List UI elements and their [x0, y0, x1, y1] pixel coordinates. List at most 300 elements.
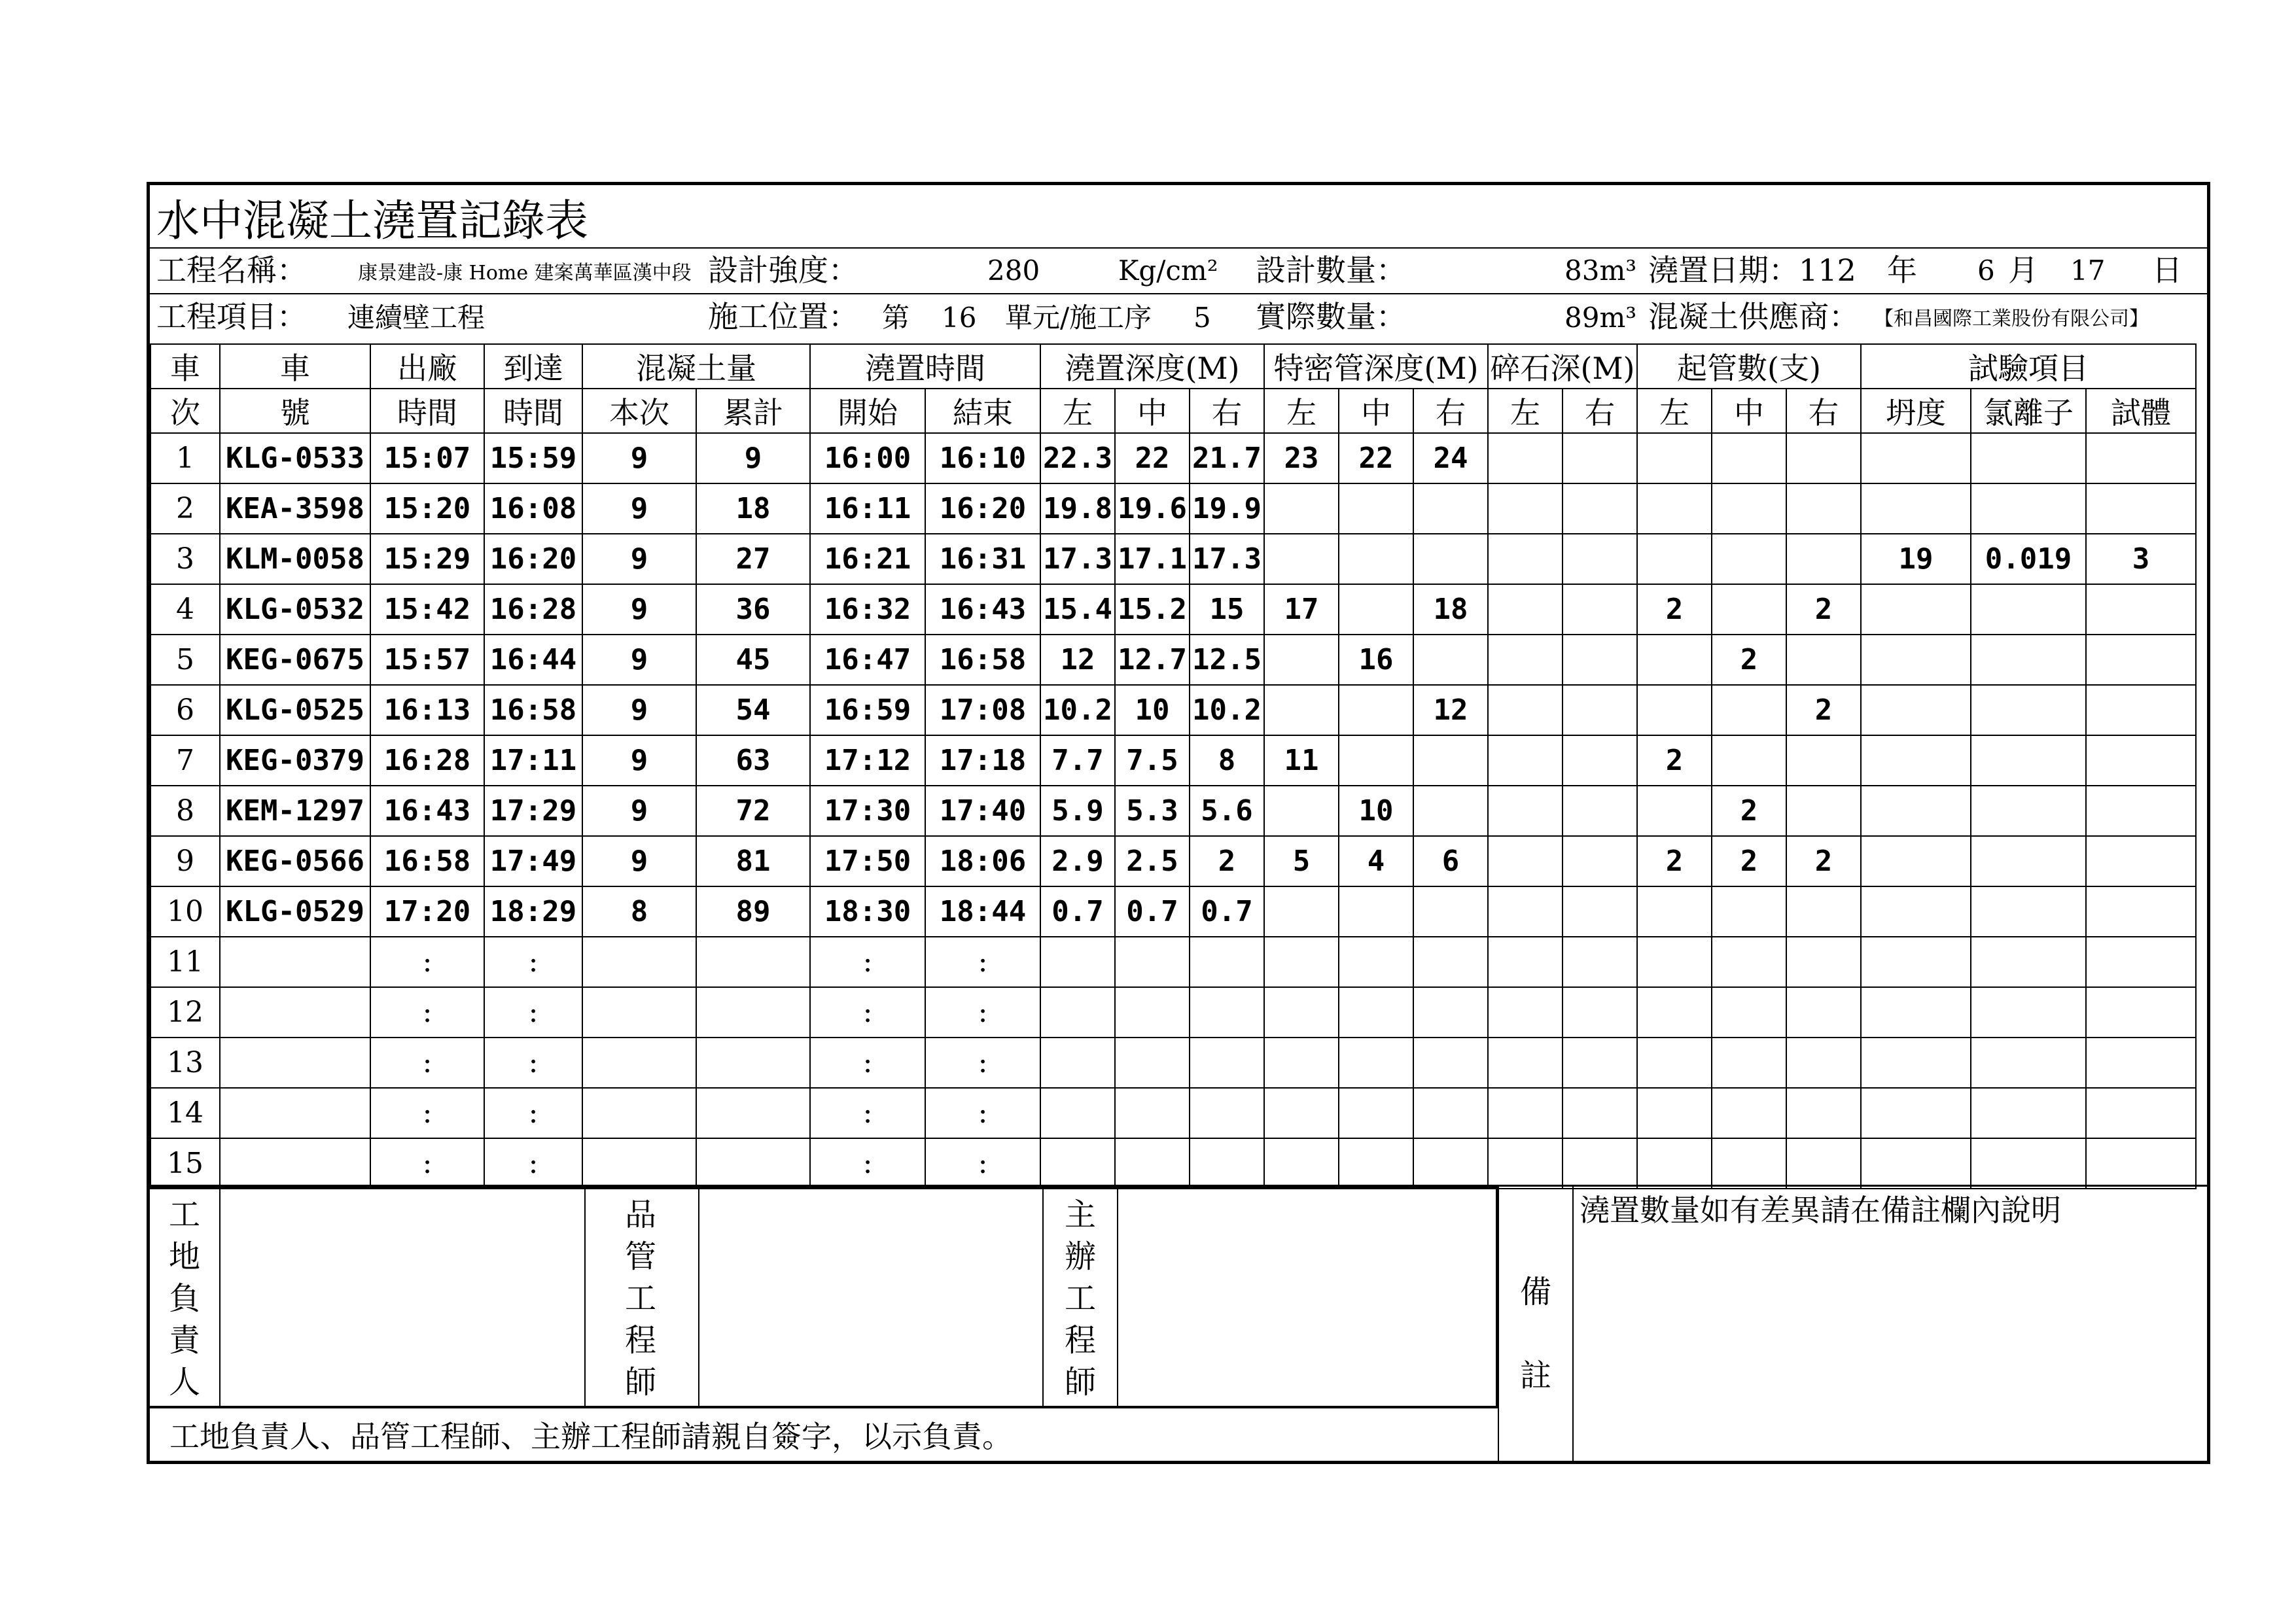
table-cell[interactable]: [2086, 685, 2196, 735]
table-cell[interactable]: 1: [150, 433, 220, 483]
table-cell[interactable]: KLG-0533: [220, 433, 370, 483]
table-cell[interactable]: [1861, 1088, 1971, 1138]
table-cell[interactable]: [1488, 1038, 1563, 1088]
table-cell[interactable]: 5: [150, 635, 220, 685]
table-cell[interactable]: 12: [1413, 685, 1488, 735]
table-cell[interactable]: 7.5: [1115, 735, 1190, 786]
table-cell[interactable]: [1488, 483, 1563, 534]
table-cell[interactable]: 21.7: [1190, 433, 1264, 483]
table-cell[interactable]: 11: [150, 937, 220, 987]
table-cell[interactable]: [2086, 987, 2196, 1038]
table-cell[interactable]: 17:20: [370, 886, 484, 937]
table-cell[interactable]: [1488, 534, 1563, 584]
table-cell[interactable]: [1861, 836, 1971, 886]
table-cell[interactable]: 9: [582, 635, 696, 685]
table-cell[interactable]: 17.3: [1190, 534, 1264, 584]
table-cell[interactable]: 18:29: [484, 886, 582, 937]
table-cell[interactable]: [582, 987, 696, 1038]
table-cell[interactable]: 9: [582, 433, 696, 483]
table-cell[interactable]: 15: [1190, 584, 1264, 635]
table-cell[interactable]: [1712, 735, 1786, 786]
table-cell[interactable]: 7: [150, 735, 220, 786]
table-cell[interactable]: 5.6: [1190, 786, 1264, 836]
table-cell[interactable]: 15:57: [370, 635, 484, 685]
table-cell[interactable]: KLG-0532: [220, 584, 370, 635]
table-cell[interactable]: KEG-0566: [220, 836, 370, 886]
table-cell[interactable]: 17:08: [925, 685, 1040, 735]
table-cell[interactable]: [1264, 786, 1339, 836]
table-cell[interactable]: [1040, 987, 1115, 1038]
table-cell[interactable]: :: [810, 1038, 925, 1088]
table-cell[interactable]: :: [484, 987, 582, 1038]
table-cell[interactable]: [1637, 987, 1712, 1038]
table-cell[interactable]: [1563, 483, 1637, 534]
table-cell[interactable]: [1115, 1038, 1190, 1088]
table-cell[interactable]: [1637, 433, 1712, 483]
table-cell[interactable]: 36: [696, 584, 810, 635]
table-cell[interactable]: [1861, 433, 1971, 483]
table-cell[interactable]: 9: [150, 836, 220, 886]
table-cell[interactable]: 10.2: [1190, 685, 1264, 735]
table-cell[interactable]: [1637, 1088, 1712, 1138]
table-cell[interactable]: KLM-0058: [220, 534, 370, 584]
table-cell[interactable]: 5.3: [1115, 786, 1190, 836]
table-cell[interactable]: 2: [1712, 786, 1786, 836]
table-cell[interactable]: [1413, 1138, 1488, 1189]
table-cell[interactable]: [1786, 1138, 1861, 1189]
table-cell[interactable]: [1861, 1138, 1971, 1189]
table-cell[interactable]: 17:11: [484, 735, 582, 786]
table-cell[interactable]: :: [484, 1138, 582, 1189]
table-cell[interactable]: :: [810, 1138, 925, 1189]
table-cell[interactable]: :: [484, 1038, 582, 1088]
table-cell[interactable]: [1488, 836, 1563, 886]
table-cell[interactable]: [1786, 987, 1861, 1038]
table-cell[interactable]: [1488, 1138, 1563, 1189]
table-cell[interactable]: [1712, 1088, 1786, 1138]
table-cell[interactable]: [1637, 635, 1712, 685]
table-cell[interactable]: [1413, 635, 1488, 685]
table-cell[interactable]: [1190, 1138, 1264, 1189]
table-cell[interactable]: 16:00: [810, 433, 925, 483]
table-cell[interactable]: 15.2: [1115, 584, 1190, 635]
table-cell[interactable]: :: [925, 937, 1040, 987]
table-cell[interactable]: 16:43: [370, 786, 484, 836]
table-cell[interactable]: 16:20: [484, 534, 582, 584]
table-cell[interactable]: 16:28: [484, 584, 582, 635]
table-cell[interactable]: 5.9: [1040, 786, 1115, 836]
table-cell[interactable]: [696, 987, 810, 1038]
table-cell[interactable]: 13: [150, 1038, 220, 1088]
table-cell[interactable]: [1339, 534, 1413, 584]
table-cell[interactable]: 6: [150, 685, 220, 735]
table-cell[interactable]: [1712, 433, 1786, 483]
table-cell[interactable]: [1190, 937, 1264, 987]
table-cell[interactable]: 10: [150, 886, 220, 937]
table-cell[interactable]: [1861, 584, 1971, 635]
table-cell[interactable]: [1637, 1138, 1712, 1189]
table-cell[interactable]: [1115, 937, 1190, 987]
table-cell[interactable]: [1971, 1138, 2086, 1189]
table-cell[interactable]: [1339, 987, 1413, 1038]
table-cell[interactable]: [1115, 987, 1190, 1038]
table-cell[interactable]: 16:21: [810, 534, 925, 584]
table-cell[interactable]: [1115, 1138, 1190, 1189]
table-cell[interactable]: [1563, 786, 1637, 836]
table-cell[interactable]: [2086, 433, 2196, 483]
table-cell[interactable]: 8: [150, 786, 220, 836]
table-cell[interactable]: 2: [1786, 685, 1861, 735]
table-cell[interactable]: 9: [582, 685, 696, 735]
table-cell[interactable]: 45: [696, 635, 810, 685]
table-cell[interactable]: 22.3: [1040, 433, 1115, 483]
table-cell[interactable]: [1264, 886, 1339, 937]
table-cell[interactable]: [2086, 1088, 2196, 1138]
table-cell[interactable]: [1488, 1088, 1563, 1138]
table-cell[interactable]: [1413, 1088, 1488, 1138]
table-cell[interactable]: 10: [1339, 786, 1413, 836]
table-cell[interactable]: 2: [1786, 584, 1861, 635]
table-cell[interactable]: [1413, 534, 1488, 584]
table-cell[interactable]: 16:10: [925, 433, 1040, 483]
table-cell[interactable]: [1712, 886, 1786, 937]
table-cell[interactable]: [1861, 886, 1971, 937]
table-cell[interactable]: :: [370, 1088, 484, 1138]
table-cell[interactable]: [1488, 635, 1563, 685]
table-cell[interactable]: 17:18: [925, 735, 1040, 786]
table-cell[interactable]: [2086, 1138, 2196, 1189]
table-cell[interactable]: [1488, 786, 1563, 836]
table-cell[interactable]: [1637, 1038, 1712, 1088]
table-cell[interactable]: [1971, 735, 2086, 786]
table-cell[interactable]: :: [925, 987, 1040, 1038]
table-cell[interactable]: 16:58: [370, 836, 484, 886]
table-cell[interactable]: [1264, 1138, 1339, 1189]
table-cell[interactable]: [1971, 1088, 2086, 1138]
table-cell[interactable]: [1861, 685, 1971, 735]
table-cell[interactable]: [220, 1138, 370, 1189]
table-cell[interactable]: [1637, 937, 1712, 987]
table-cell[interactable]: [1786, 1038, 1861, 1088]
table-cell[interactable]: [1637, 483, 1712, 534]
table-cell[interactable]: 16:47: [810, 635, 925, 685]
table-cell[interactable]: [1712, 483, 1786, 534]
table-cell[interactable]: [1040, 1138, 1115, 1189]
table-cell[interactable]: [1712, 1138, 1786, 1189]
table-cell[interactable]: [1040, 1088, 1115, 1138]
table-cell[interactable]: 8: [582, 886, 696, 937]
table-cell[interactable]: 18:06: [925, 836, 1040, 886]
table-cell[interactable]: :: [810, 937, 925, 987]
table-cell[interactable]: 16:20: [925, 483, 1040, 534]
table-cell[interactable]: [1413, 483, 1488, 534]
table-cell[interactable]: 2: [1637, 584, 1712, 635]
table-cell[interactable]: [1712, 584, 1786, 635]
table-cell[interactable]: 18:30: [810, 886, 925, 937]
table-cell[interactable]: 54: [696, 685, 810, 735]
table-cell[interactable]: 12.7: [1115, 635, 1190, 685]
table-cell[interactable]: 2: [1637, 836, 1712, 886]
table-cell[interactable]: [1264, 987, 1339, 1038]
table-cell[interactable]: 17:29: [484, 786, 582, 836]
table-cell[interactable]: [1637, 534, 1712, 584]
table-cell[interactable]: [1264, 1088, 1339, 1138]
table-cell[interactable]: [1563, 1138, 1637, 1189]
table-cell[interactable]: [1413, 735, 1488, 786]
table-cell[interactable]: [1264, 483, 1339, 534]
table-cell[interactable]: 16:59: [810, 685, 925, 735]
table-cell[interactable]: 16:44: [484, 635, 582, 685]
table-cell[interactable]: [2086, 483, 2196, 534]
table-cell[interactable]: 19: [1861, 534, 1971, 584]
table-cell[interactable]: [1488, 735, 1563, 786]
table-cell[interactable]: [1786, 1088, 1861, 1138]
table-cell[interactable]: [1861, 1038, 1971, 1088]
table-cell[interactable]: [1563, 635, 1637, 685]
table-cell[interactable]: :: [370, 987, 484, 1038]
table-cell[interactable]: [1339, 1138, 1413, 1189]
table-cell[interactable]: [1339, 1038, 1413, 1088]
table-cell[interactable]: [1264, 685, 1339, 735]
table-cell[interactable]: :: [484, 937, 582, 987]
table-cell[interactable]: KLG-0529: [220, 886, 370, 937]
table-cell[interactable]: 14: [150, 1088, 220, 1138]
table-cell[interactable]: 4: [1339, 836, 1413, 886]
table-cell[interactable]: 2: [1712, 635, 1786, 685]
table-cell[interactable]: [1339, 886, 1413, 937]
table-cell[interactable]: :: [810, 987, 925, 1038]
table-cell[interactable]: 27: [696, 534, 810, 584]
table-cell[interactable]: 2: [150, 483, 220, 534]
table-cell[interactable]: [1339, 937, 1413, 987]
table-cell[interactable]: 16:11: [810, 483, 925, 534]
table-cell[interactable]: 15:20: [370, 483, 484, 534]
table-cell[interactable]: [1786, 433, 1861, 483]
table-cell[interactable]: 15:07: [370, 433, 484, 483]
table-cell[interactable]: [1563, 1038, 1637, 1088]
table-cell[interactable]: [696, 1088, 810, 1138]
table-cell[interactable]: [1488, 685, 1563, 735]
table-cell[interactable]: KEA-3598: [220, 483, 370, 534]
table-cell[interactable]: 17.1: [1115, 534, 1190, 584]
table-cell[interactable]: 9: [582, 584, 696, 635]
table-cell[interactable]: 12.5: [1190, 635, 1264, 685]
table-cell[interactable]: [582, 937, 696, 987]
table-cell[interactable]: 9: [582, 836, 696, 886]
table-cell[interactable]: [2086, 635, 2196, 685]
table-cell[interactable]: 2.5: [1115, 836, 1190, 886]
table-cell[interactable]: [1971, 433, 2086, 483]
table-cell[interactable]: [1971, 1038, 2086, 1088]
table-cell[interactable]: 11: [1264, 735, 1339, 786]
table-cell[interactable]: [220, 1038, 370, 1088]
table-cell[interactable]: 22: [1339, 433, 1413, 483]
table-cell[interactable]: [696, 1038, 810, 1088]
table-cell[interactable]: 5: [1264, 836, 1339, 886]
table-cell[interactable]: [1413, 987, 1488, 1038]
table-cell[interactable]: 18: [696, 483, 810, 534]
table-cell[interactable]: [1488, 937, 1563, 987]
table-cell[interactable]: [1190, 1088, 1264, 1138]
table-cell[interactable]: 81: [696, 836, 810, 886]
table-cell[interactable]: 17:49: [484, 836, 582, 886]
table-cell[interactable]: [582, 1138, 696, 1189]
table-cell[interactable]: 17:50: [810, 836, 925, 886]
table-cell[interactable]: 16:58: [925, 635, 1040, 685]
table-cell[interactable]: [1563, 886, 1637, 937]
table-cell[interactable]: 3: [2086, 534, 2196, 584]
table-cell[interactable]: [1339, 1088, 1413, 1138]
table-cell[interactable]: [1563, 584, 1637, 635]
table-cell[interactable]: [1264, 534, 1339, 584]
table-cell[interactable]: 15:42: [370, 584, 484, 635]
table-cell[interactable]: [2086, 836, 2196, 886]
table-cell[interactable]: [1563, 735, 1637, 786]
table-cell[interactable]: [1488, 886, 1563, 937]
table-cell[interactable]: 17:40: [925, 786, 1040, 836]
table-cell[interactable]: 9: [582, 735, 696, 786]
table-cell[interactable]: [1040, 1038, 1115, 1088]
table-cell[interactable]: 16:58: [484, 685, 582, 735]
table-cell[interactable]: [1563, 433, 1637, 483]
table-cell[interactable]: [582, 1088, 696, 1138]
table-cell[interactable]: 9: [582, 534, 696, 584]
table-cell[interactable]: 15: [150, 1138, 220, 1189]
table-cell[interactable]: [1861, 483, 1971, 534]
table-cell[interactable]: 12: [1040, 635, 1115, 685]
table-cell[interactable]: [1712, 685, 1786, 735]
table-cell[interactable]: [1861, 937, 1971, 987]
table-cell[interactable]: 15:29: [370, 534, 484, 584]
table-cell[interactable]: [1786, 534, 1861, 584]
table-cell[interactable]: [1971, 685, 2086, 735]
table-cell[interactable]: 4: [150, 584, 220, 635]
table-cell[interactable]: KLG-0525: [220, 685, 370, 735]
table-cell[interactable]: KEG-0675: [220, 635, 370, 685]
table-cell[interactable]: [220, 1088, 370, 1138]
table-cell[interactable]: 89: [696, 886, 810, 937]
table-cell[interactable]: [220, 987, 370, 1038]
table-cell[interactable]: [1971, 635, 2086, 685]
table-cell[interactable]: [1637, 786, 1712, 836]
table-cell[interactable]: [1040, 937, 1115, 987]
table-cell[interactable]: 7.7: [1040, 735, 1115, 786]
table-cell[interactable]: [1786, 735, 1861, 786]
table-cell[interactable]: [220, 937, 370, 987]
table-cell[interactable]: [1190, 987, 1264, 1038]
table-cell[interactable]: 12: [150, 987, 220, 1038]
table-cell[interactable]: 0.7: [1040, 886, 1115, 937]
table-cell[interactable]: 18: [1413, 584, 1488, 635]
table-cell[interactable]: [1971, 886, 2086, 937]
table-cell[interactable]: 16:08: [484, 483, 582, 534]
table-cell[interactable]: 19.9: [1190, 483, 1264, 534]
table-cell[interactable]: 16:28: [370, 735, 484, 786]
table-cell[interactable]: [1413, 786, 1488, 836]
table-cell[interactable]: 15:59: [484, 433, 582, 483]
table-cell[interactable]: 17: [1264, 584, 1339, 635]
table-cell[interactable]: :: [925, 1038, 1040, 1088]
table-cell[interactable]: [1971, 786, 2086, 836]
table-cell[interactable]: 10: [1115, 685, 1190, 735]
table-cell[interactable]: [1488, 987, 1563, 1038]
table-cell[interactable]: 18:44: [925, 886, 1040, 937]
table-cell[interactable]: :: [370, 937, 484, 987]
table-cell[interactable]: 16:43: [925, 584, 1040, 635]
table-cell[interactable]: [1786, 786, 1861, 836]
table-cell[interactable]: [2086, 886, 2196, 937]
table-cell[interactable]: 17:30: [810, 786, 925, 836]
table-cell[interactable]: [1786, 937, 1861, 987]
table-cell[interactable]: [1413, 1038, 1488, 1088]
table-cell[interactable]: [1971, 483, 2086, 534]
table-cell[interactable]: 15.4: [1040, 584, 1115, 635]
table-cell[interactable]: [2086, 786, 2196, 836]
table-cell[interactable]: 2: [1190, 836, 1264, 886]
table-cell[interactable]: :: [484, 1088, 582, 1138]
table-cell[interactable]: KEM-1297: [220, 786, 370, 836]
table-cell[interactable]: 9: [582, 786, 696, 836]
table-cell[interactable]: 10.2: [1040, 685, 1115, 735]
table-cell[interactable]: [1563, 836, 1637, 886]
table-cell[interactable]: [1712, 1038, 1786, 1088]
table-cell[interactable]: [1190, 1038, 1264, 1088]
table-cell[interactable]: 2.9: [1040, 836, 1115, 886]
table-cell[interactable]: 0.7: [1115, 886, 1190, 937]
table-cell[interactable]: [2086, 937, 2196, 987]
table-cell[interactable]: 6: [1413, 836, 1488, 886]
table-cell[interactable]: 9: [696, 433, 810, 483]
table-cell[interactable]: [1786, 483, 1861, 534]
table-cell[interactable]: [1971, 836, 2086, 886]
table-cell[interactable]: 63: [696, 735, 810, 786]
table-cell[interactable]: [1563, 937, 1637, 987]
table-cell[interactable]: [2086, 735, 2196, 786]
table-cell[interactable]: :: [925, 1088, 1040, 1138]
table-cell[interactable]: [1264, 1038, 1339, 1088]
table-cell[interactable]: :: [370, 1138, 484, 1189]
table-cell[interactable]: [1264, 635, 1339, 685]
table-cell[interactable]: 16: [1339, 635, 1413, 685]
table-cell[interactable]: [1971, 937, 2086, 987]
table-cell[interactable]: [1637, 685, 1712, 735]
table-cell[interactable]: [1488, 584, 1563, 635]
table-cell[interactable]: [1115, 1088, 1190, 1138]
table-cell[interactable]: [1339, 584, 1413, 635]
table-cell[interactable]: [1786, 635, 1861, 685]
table-cell[interactable]: [1971, 584, 2086, 635]
table-cell[interactable]: [696, 937, 810, 987]
table-cell[interactable]: [2086, 1038, 2196, 1088]
table-cell[interactable]: 16:31: [925, 534, 1040, 584]
table-cell[interactable]: [1413, 886, 1488, 937]
table-cell[interactable]: 22: [1115, 433, 1190, 483]
table-cell[interactable]: 16:32: [810, 584, 925, 635]
table-cell[interactable]: [1712, 937, 1786, 987]
table-cell[interactable]: [2086, 584, 2196, 635]
table-cell[interactable]: [696, 1138, 810, 1189]
table-cell[interactable]: [1712, 987, 1786, 1038]
table-cell[interactable]: 3: [150, 534, 220, 584]
table-cell[interactable]: 0.7: [1190, 886, 1264, 937]
table-cell[interactable]: [1563, 1088, 1637, 1138]
table-cell[interactable]: :: [370, 1038, 484, 1088]
table-cell[interactable]: [1861, 635, 1971, 685]
table-cell[interactable]: [1339, 685, 1413, 735]
table-cell[interactable]: 23: [1264, 433, 1339, 483]
table-cell[interactable]: 17.3: [1040, 534, 1115, 584]
table-cell[interactable]: :: [925, 1138, 1040, 1189]
